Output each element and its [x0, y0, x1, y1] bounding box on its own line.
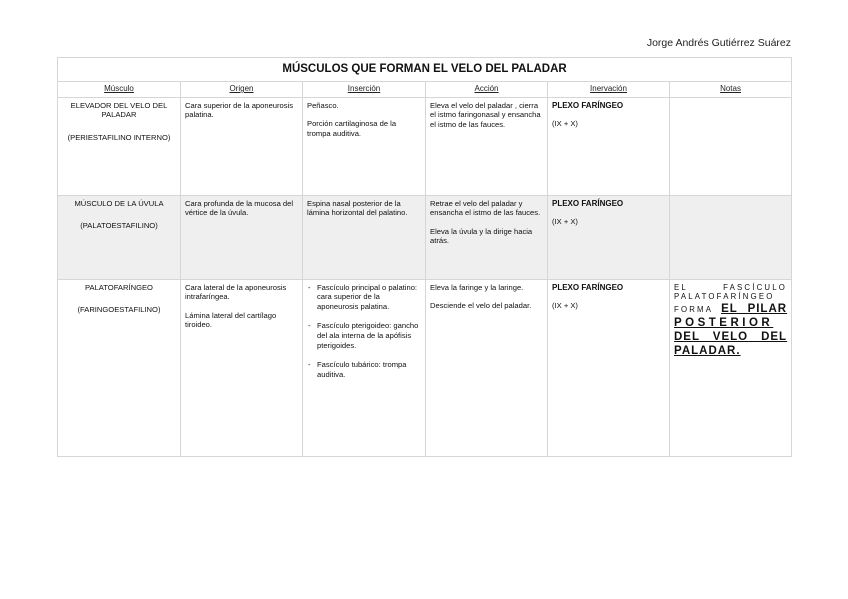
muscle-cell [58, 279, 181, 456]
innervation-cell [548, 195, 670, 279]
list-item: - Fascículo tubárico: trompa auditiva. [307, 360, 421, 379]
innervation-cell [548, 279, 670, 456]
innervation-detail: (IX + X) [552, 119, 578, 129]
author-name: Jorge Andrés Gutiérrez Suárez [646, 37, 791, 49]
innervation-cell [548, 97, 670, 195]
notes-emphasis: POSTERIOR [674, 316, 774, 329]
header-insercion: Inserción [303, 82, 426, 98]
header-musculo: Músculo [58, 82, 181, 98]
action-cell [426, 195, 548, 279]
insertion-cell [303, 97, 426, 195]
notes-text: EL FASCÍCULO PALATOFARÍNGEO FORMA [674, 282, 788, 314]
origin-cell [181, 97, 303, 195]
origin-text: Cara superior de la aponeurosis palatina. [185, 100, 294, 120]
table-row [58, 279, 792, 456]
muscle-cell [58, 97, 181, 195]
innervation-name: PLEXO FARÍNGEO [552, 282, 624, 292]
header-notas: Notas [670, 82, 792, 98]
muscle-alias: (PALATOESTAFILINO) [80, 221, 158, 231]
action-text: Eleva la úvula y la dirige hacia atrás. [430, 226, 533, 246]
table-row [58, 97, 792, 195]
innervation-name: PLEXO FARÍNGEO [552, 198, 624, 208]
muscle-name: MÚSCULO DE LA ÚVULA [74, 198, 164, 208]
notes-cell [670, 279, 792, 456]
insertion-list [307, 283, 421, 380]
list-item: - Fascículo principal o palatino: cara superior de la aponeurosis palatina. [307, 283, 421, 312]
table-row [58, 195, 792, 279]
muscles-table [57, 57, 792, 457]
action-text: Eleva la faringe y la laringe. [430, 282, 524, 292]
innervation-detail: (IX + X) [552, 301, 578, 311]
muscle-name: PALATOFARÍNGEO [85, 282, 153, 292]
header-origen: Origen [181, 82, 303, 98]
notes-emphasis: DEL VELO DEL PALADAR. [674, 330, 788, 357]
action-text: Eleva el velo del paladar , cierra el istmo faringonasal y ensancha el istmo de las fauces. [430, 100, 541, 129]
muscle-alias: (PERIESTAFILINO INTERNO) [67, 132, 171, 142]
action-cell [426, 97, 548, 195]
insertion-text: Espina nasal posterior de la lámina horizontal del palatino. [307, 198, 408, 218]
header-row [58, 82, 792, 98]
muscle-name: ELEVADOR DEL VELO DEL PALADAR [70, 100, 168, 120]
header-accion: Acción [426, 82, 548, 98]
notes-emphasis: EL PILAR [721, 302, 788, 315]
origin-cell [181, 279, 303, 456]
muscle-cell [58, 195, 181, 279]
origin-text: Lámina lateral del cartílago tiroideo. [185, 310, 277, 330]
insertion-text: Porción cartilaginosa de la trompa auditiva. [307, 119, 397, 138]
table-title: MÚSCULOS QUE FORMAN EL VELO DEL PALADAR [58, 58, 792, 82]
origin-cell [181, 195, 303, 279]
origin-text: Cara profunda de la mucosa del vértice de la úvula. [185, 198, 294, 218]
innervation-name: PLEXO FARÍNGEO [552, 100, 624, 110]
action-text: Desciende el velo del paladar. [430, 301, 532, 311]
notes-cell [670, 97, 792, 195]
notes-cell [670, 195, 792, 279]
insertion-text: Peñasco. [307, 100, 339, 110]
insertion-cell [303, 279, 426, 456]
list-item: - Fascículo pterigoideo: gancho del ala interna de la apófisis pterigoides. [307, 321, 421, 350]
muscle-alias: (FARINGOESTAFILINO) [77, 305, 161, 315]
header-inervacion: Inervación [548, 82, 670, 98]
action-text: Retrae el velo del paladar y ensancha el istmo de las fauces. [430, 198, 541, 218]
action-cell [426, 279, 548, 456]
origin-text: Cara lateral de la aponeurosis intrafaríngea. [185, 282, 287, 302]
innervation-detail: (IX + X) [552, 217, 578, 227]
insertion-cell [303, 195, 426, 279]
